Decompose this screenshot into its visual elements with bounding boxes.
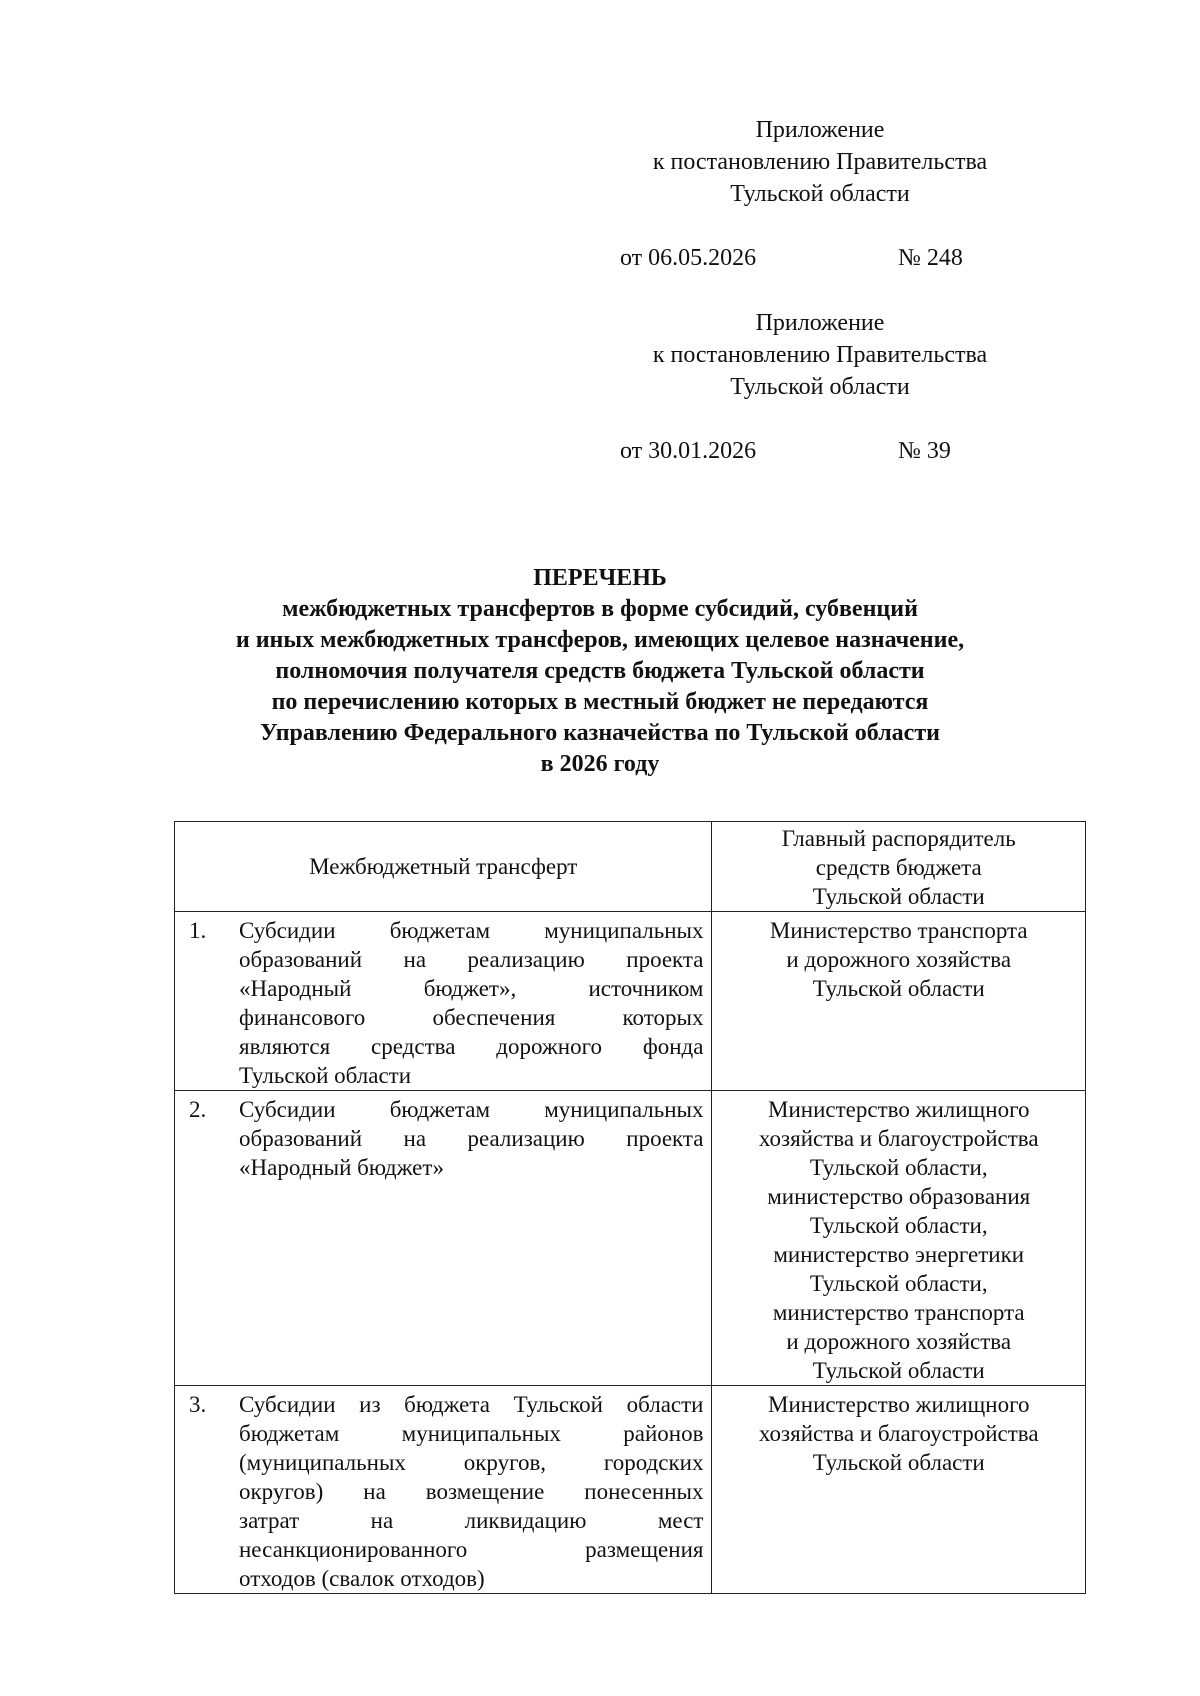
manager-cell — [712, 1386, 1086, 1594]
manager-line: Тульской области, — [809, 1213, 988, 1238]
manager-line: Тульской области — [812, 1358, 985, 1383]
attachment-date-line — [620, 435, 1020, 467]
manager-cell — [712, 1091, 1086, 1386]
attachment-header-previous — [620, 307, 1020, 467]
attachment-region: Тульской области — [730, 374, 910, 400]
attachment-date: от 30.01.2026 — [620, 438, 757, 464]
attachment-header-current — [620, 114, 1020, 274]
transfer-text — [239, 1390, 703, 1593]
transfer-line: Тульской области — [239, 1063, 412, 1088]
manager-line: Министерство транспорта — [769, 918, 1028, 943]
row-number: 1. — [189, 918, 207, 943]
manager-line: Тульской области — [812, 976, 985, 1001]
row-number: 3. — [189, 1392, 207, 1417]
table-header-row — [175, 822, 1086, 912]
transfer-line: (муниципальных округов, городских — [239, 1450, 704, 1475]
manager-cell — [712, 912, 1086, 1091]
transfer-line: несанкционированного размещения — [239, 1537, 704, 1562]
attachment-ref: к постановлению Правительства — [652, 149, 988, 175]
transfer-line: округов) на возмещение понесенных — [239, 1479, 704, 1504]
transfer-line: затрат на ликвидацию мест — [239, 1508, 704, 1533]
attachment-ref: к постановлению Правительства — [652, 342, 988, 368]
manager-line: Министерство жилищного — [768, 1392, 1030, 1417]
transfer-line: образований на реализацию проекта — [239, 947, 704, 972]
transfer-cell — [175, 1386, 712, 1594]
manager-line: министерство транспорта — [772, 1300, 1025, 1325]
manager-line: и дорожного хозяйства — [786, 1329, 1012, 1354]
table-row — [175, 1091, 1086, 1386]
document-title — [150, 563, 1050, 780]
transfer-cell — [175, 1091, 712, 1386]
attachment-date-line — [620, 242, 1020, 274]
transfer-line: отходов (свалок отходов) — [239, 1566, 485, 1591]
manager-line: хозяйства и благоустройства — [758, 1421, 1039, 1446]
title-subtitle-line: Управлению Федерального казначейства по Тульской области — [260, 720, 940, 746]
title-heading: ПЕРЕЧЕНЬ — [533, 565, 667, 591]
transfer-line: являются средства дорожного фонда — [239, 1034, 704, 1059]
manager-line: министерство энергетики — [773, 1242, 1025, 1267]
transfer-line: «Народный бюджет», источником — [239, 976, 704, 1001]
header-manager — [712, 822, 1086, 912]
header-manager-line: Главный распорядитель — [781, 826, 1016, 851]
title-subtitle-line: по перечислению которых в местный бюджет не передаются — [271, 689, 929, 715]
attachment-number: № 248 — [898, 245, 963, 271]
transfer-line: «Народный бюджет» — [239, 1155, 444, 1180]
transfer-cell — [175, 912, 712, 1091]
transfer-line: финансового обеспечения которых — [239, 1005, 704, 1030]
attachment-region: Тульской области — [730, 181, 910, 207]
transfer-text — [239, 916, 703, 1090]
manager-line: Тульской области, — [809, 1271, 988, 1296]
header-manager-line: Тульской области — [812, 884, 985, 909]
manager-line: хозяйства и благоустройства — [758, 1126, 1039, 1151]
transfer-line: Субсидии бюджетам муниципальных — [239, 1097, 704, 1122]
manager-line: и дорожного хозяйства — [786, 947, 1012, 972]
title-subtitle-line: и иных межбюджетных трансферов, имеющих целевое назначение, — [235, 627, 965, 653]
manager-line: Тульской области — [812, 1450, 985, 1475]
transfer-line: образований на реализацию проекта — [239, 1126, 704, 1151]
transfer-line: бюджетам муниципальных районов — [239, 1421, 704, 1446]
attachment-label: Приложение — [755, 310, 885, 336]
title-subtitle-line: в 2026 году — [540, 751, 660, 777]
transfer-line: Субсидии бюджетам муниципальных — [239, 918, 704, 943]
transfer-line: Субсидии из бюджета Тульской области — [239, 1392, 704, 1417]
row-number: 2. — [189, 1097, 207, 1122]
table-row — [175, 1386, 1086, 1594]
header-transfer: Межбюджетный трансферт — [175, 822, 712, 912]
manager-line: Тульской области, — [809, 1155, 988, 1180]
attachment-date: от 06.05.2026 — [620, 245, 757, 271]
table-row — [175, 912, 1086, 1091]
attachment-number: № 39 — [898, 438, 951, 464]
transfer-text — [239, 1095, 703, 1182]
manager-line: министерство образования — [767, 1184, 1031, 1209]
transfers-table — [174, 821, 1086, 1594]
header-manager-line: средств бюджета — [815, 855, 982, 880]
title-subtitle-line: межбюджетных трансфертов в форме субсидий, субвенций — [282, 596, 918, 622]
title-subtitle-line: полномочия получателя средств бюджета Тульской области — [275, 658, 925, 684]
manager-line: Министерство жилищного — [768, 1097, 1030, 1122]
attachment-label: Приложение — [755, 117, 885, 143]
